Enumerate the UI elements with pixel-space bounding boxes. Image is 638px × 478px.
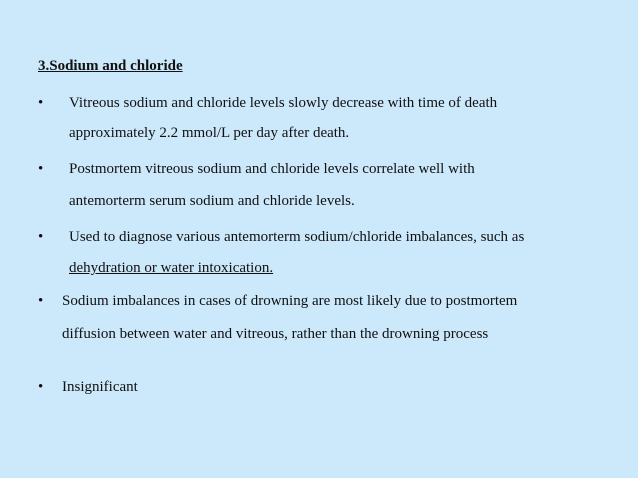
bullet-5-line-1: Insignificant [62,379,138,395]
bullet-1-line-2: approximately 2.2 mmol/L per day after death. [69,125,350,141]
bullet-4-line-2: diffusion between water and vitreous, rather than the drowning process [62,326,489,342]
bullet-2-line-2: antemorterm serum sodium and chloride levels. [69,193,355,209]
bullet-3-line-1: Used to diagnose various antemorterm sodium/chloride imbalances, such as [69,229,525,245]
bullet-3-line-2: dehydration or water intoxication. [69,260,274,276]
bullet-4-line-1: Sodium imbalances in cases of drowning are most likely due to postmortem [62,293,518,309]
bullet-marker: • [38,379,44,395]
slide-heading: 3.Sodium and chloride [38,58,183,74]
bullet-marker: • [38,293,44,309]
bullet-marker: • [38,161,44,177]
bullet-2-line-1: Postmortem vitreous sodium and chloride levels correlate well with [69,161,475,177]
bullet-marker: • [38,95,44,111]
bullet-1-line-1: Vitreous sodium and chloride levels slowly decrease with time of death [69,95,498,111]
bullet-marker: • [38,229,44,245]
